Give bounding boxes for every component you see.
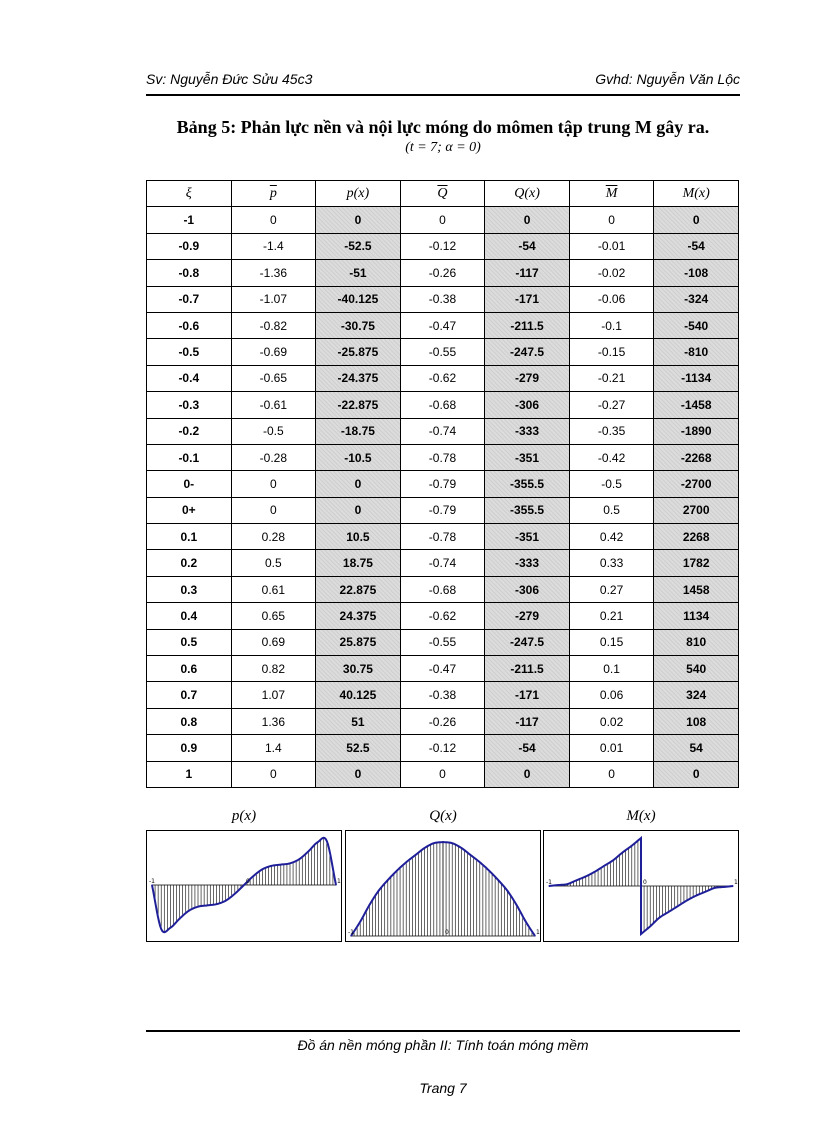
data-point <box>461 847 462 848</box>
cell-qx: -279 <box>485 365 570 391</box>
cell-qx: -306 <box>485 576 570 602</box>
cell-xi: -0.6 <box>147 312 232 338</box>
table-row <box>147 207 739 233</box>
data-point <box>442 841 443 842</box>
cell-m-bar: 0.42 <box>569 524 654 550</box>
table-row <box>147 524 739 550</box>
header-rule <box>146 94 740 96</box>
cell-qx: -355.5 <box>485 471 570 497</box>
cell-xi: 0.2 <box>147 550 232 576</box>
cell-px: 40.125 <box>316 682 401 708</box>
data-point <box>640 837 641 838</box>
cell-m-bar: 0.1 <box>569 656 654 682</box>
cell-qx: -279 <box>485 603 570 629</box>
cell-p-bar: -0.69 <box>231 339 316 365</box>
data-point <box>378 890 379 891</box>
cell-m-bar: -0.06 <box>569 286 654 312</box>
cell-px: 0 <box>316 497 401 523</box>
cell-q-bar: -0.74 <box>400 550 485 576</box>
cell-q-bar: -0.79 <box>400 497 485 523</box>
cell-m-bar: 0.01 <box>569 735 654 761</box>
cell-p-bar: 1.4 <box>231 735 316 761</box>
cell-p-bar: 0.65 <box>231 603 316 629</box>
data-point <box>188 910 189 911</box>
data-point <box>686 900 687 901</box>
cell-xi: 0.6 <box>147 656 232 682</box>
cell-q-bar: -0.78 <box>400 444 485 470</box>
cell-qx: -355.5 <box>485 497 570 523</box>
cell-px: -51 <box>316 260 401 286</box>
cell-px: 24.375 <box>316 603 401 629</box>
cell-mx: -324 <box>654 286 739 312</box>
table-body <box>147 207 739 788</box>
cell-qx: 0 <box>485 207 570 233</box>
results-table <box>146 180 739 788</box>
cell-m-bar: 0.33 <box>569 550 654 576</box>
cell-xi: -0.8 <box>147 260 232 286</box>
data-point <box>470 854 471 855</box>
cell-qx: 0 <box>485 761 570 787</box>
cell-p-bar: 0.28 <box>231 524 316 550</box>
cell-mx: 2700 <box>654 497 739 523</box>
cell-xi: 0.9 <box>147 735 232 761</box>
table-row <box>147 260 739 286</box>
table-subtitle: (t = 7; α = 0) <box>405 140 481 155</box>
tick-label: 1 <box>337 878 341 885</box>
data-point <box>234 893 235 894</box>
cell-mx: -810 <box>654 339 739 365</box>
cell-xi: -0.5 <box>147 339 232 365</box>
cell-qx: -333 <box>485 550 570 576</box>
cell-q-bar: -0.74 <box>400 418 485 444</box>
chart-px <box>146 830 342 942</box>
footer-text: Đồ án nền móng phần II: Tính toán móng mềm <box>297 1037 589 1053</box>
supervisor-name: Gvhd: Nguyễn Văn Lộc <box>595 71 740 87</box>
cell-qx: -117 <box>485 260 570 286</box>
cell-px: -10.5 <box>316 444 401 470</box>
cell-mx: -108 <box>654 260 739 286</box>
col-header-px: p(x) <box>316 181 401 207</box>
cell-q-bar: -0.68 <box>400 576 485 602</box>
data-point <box>216 904 217 905</box>
cell-mx: -1890 <box>654 418 739 444</box>
data-point <box>225 900 226 901</box>
table-row <box>147 497 739 523</box>
table-row <box>147 286 739 312</box>
table-row <box>147 444 739 470</box>
cell-p-bar: -1.4 <box>231 233 316 259</box>
cell-m-bar: 0.5 <box>569 497 654 523</box>
tick-label: 1 <box>536 929 540 936</box>
cell-m-bar: -0.42 <box>569 444 654 470</box>
table-row <box>147 312 739 338</box>
data-point <box>525 921 526 922</box>
data-point <box>659 917 660 918</box>
data-point <box>170 927 171 928</box>
tick-label: -1 <box>149 878 155 885</box>
cell-mx: -540 <box>654 312 739 338</box>
table-row <box>147 603 739 629</box>
cell-px: 18.75 <box>316 550 401 576</box>
cell-p-bar: 0 <box>231 497 316 523</box>
cell-p-bar: -1.07 <box>231 286 316 312</box>
data-point <box>253 876 254 877</box>
cell-q-bar: 0 <box>400 207 485 233</box>
data-point <box>317 842 318 843</box>
table-title: Bảng 5: Phản lực nền và nội lực móng do mômen tập trung M gây ra. <box>176 117 710 137</box>
chart-title-q: Q(x) <box>429 808 457 824</box>
cell-qx: -117 <box>485 708 570 734</box>
cell-m-bar: -0.21 <box>569 365 654 391</box>
cell-m-bar: -0.35 <box>569 418 654 444</box>
data-point <box>243 884 244 885</box>
data-point <box>207 905 208 906</box>
table-row <box>147 418 739 444</box>
data-point <box>567 883 568 884</box>
data-point <box>433 843 434 844</box>
chart-qx <box>345 830 541 942</box>
table-row <box>147 761 739 787</box>
cell-px: 0 <box>316 761 401 787</box>
chart-title-p: p(x) <box>231 808 257 824</box>
table-row <box>147 471 739 497</box>
data-point <box>640 933 641 934</box>
table-row <box>147 550 739 576</box>
data-point <box>280 864 281 865</box>
cell-m-bar: 0.06 <box>569 682 654 708</box>
chart-mx <box>543 830 739 942</box>
data-point <box>387 879 388 880</box>
cell-q-bar: -0.55 <box>400 339 485 365</box>
cell-qx: -351 <box>485 524 570 550</box>
cell-px: 25.875 <box>316 629 401 655</box>
cell-px: 51 <box>316 708 401 734</box>
col-header-xi: ξ <box>147 181 232 207</box>
cell-mx: 0 <box>654 761 739 787</box>
cell-m-bar: -0.01 <box>569 233 654 259</box>
table-row <box>147 682 739 708</box>
cell-p-bar: -0.65 <box>231 365 316 391</box>
data-point <box>723 886 724 887</box>
data-point <box>498 879 499 880</box>
cell-qx: -211.5 <box>485 312 570 338</box>
data-point <box>585 876 586 877</box>
cell-m-bar: 0.02 <box>569 708 654 734</box>
col-header-p-bar: $\overline{p}$ <box>231 181 316 207</box>
col-header-m-bar: $\overline{M}$ <box>569 181 654 207</box>
data-point <box>197 906 198 907</box>
data-point <box>406 862 407 863</box>
data-point <box>668 911 669 912</box>
col-header-qx: Q(x) <box>485 181 570 207</box>
cell-q-bar: 0 <box>400 761 485 787</box>
cell-mx: 54 <box>654 735 739 761</box>
data-point <box>308 851 309 852</box>
cell-p-bar: 0 <box>231 207 316 233</box>
tick-label: -1 <box>546 879 552 886</box>
cell-xi: -1 <box>147 207 232 233</box>
tick-label: -1 <box>348 929 354 936</box>
cell-qx: -306 <box>485 392 570 418</box>
cell-px: 0 <box>316 207 401 233</box>
page-header <box>146 71 740 93</box>
cell-qx: -247.5 <box>485 629 570 655</box>
data-point <box>604 865 605 866</box>
cell-xi: -0.1 <box>147 444 232 470</box>
cell-p-bar: 0.61 <box>231 576 316 602</box>
cell-px: -30.75 <box>316 312 401 338</box>
data-point <box>507 890 508 891</box>
cell-m-bar: -0.02 <box>569 260 654 286</box>
cell-p-bar: 1.07 <box>231 682 316 708</box>
cell-px: 22.875 <box>316 576 401 602</box>
cell-q-bar: -0.55 <box>400 629 485 655</box>
data-point <box>714 887 715 888</box>
cell-qx: -333 <box>485 418 570 444</box>
cell-m-bar: -0.15 <box>569 339 654 365</box>
cell-mx: 1782 <box>654 550 739 576</box>
cell-p-bar: -0.28 <box>231 444 316 470</box>
cell-p-bar: -1.36 <box>231 260 316 286</box>
cell-xi: 0.8 <box>147 708 232 734</box>
chart-title-m: M(x) <box>626 808 656 824</box>
cell-mx: 0 <box>654 207 739 233</box>
cell-p-bar: 0 <box>231 761 316 787</box>
cell-xi: 0.1 <box>147 524 232 550</box>
cell-q-bar: -0.47 <box>400 312 485 338</box>
tick-label: 0 <box>643 879 647 886</box>
cell-px: 0 <box>316 471 401 497</box>
cell-px: -24.375 <box>316 365 401 391</box>
cell-px: -25.875 <box>316 339 401 365</box>
cell-mx: -2700 <box>654 471 739 497</box>
cell-px: -22.875 <box>316 392 401 418</box>
cell-m-bar: -0.1 <box>569 312 654 338</box>
cell-p-bar: 0.5 <box>231 550 316 576</box>
cell-qx: -211.5 <box>485 656 570 682</box>
data-point <box>415 854 416 855</box>
cell-q-bar: -0.79 <box>400 471 485 497</box>
cell-xi: -0.4 <box>147 365 232 391</box>
student-name: Sv: Nguyễn Đức Sửu 45c3 <box>146 71 313 87</box>
cell-xi: 0- <box>147 471 232 497</box>
cell-m-bar: 0.15 <box>569 629 654 655</box>
cell-q-bar: -0.62 <box>400 365 485 391</box>
data-point <box>594 871 595 872</box>
cell-q-bar: -0.38 <box>400 286 485 312</box>
cell-mx: -1458 <box>654 392 739 418</box>
cell-p-bar: 0.69 <box>231 629 316 655</box>
data-point <box>424 847 425 848</box>
cell-qx: -171 <box>485 286 570 312</box>
cell-m-bar: -0.27 <box>569 392 654 418</box>
cell-qx: -351 <box>485 444 570 470</box>
table-row <box>147 735 739 761</box>
data-point <box>262 869 263 870</box>
cell-q-bar: -0.68 <box>400 392 485 418</box>
cell-m-bar: 0 <box>569 207 654 233</box>
data-point <box>613 859 614 860</box>
cell-xi: 0.5 <box>147 629 232 655</box>
cell-p-bar: 0.82 <box>231 656 316 682</box>
cell-q-bar: -0.78 <box>400 524 485 550</box>
col-header-mx: M(x) <box>654 181 739 207</box>
tick-label: 0 <box>445 929 449 936</box>
data-point <box>488 870 489 871</box>
table-row <box>147 339 739 365</box>
data-point <box>289 863 290 864</box>
data-point <box>576 880 577 881</box>
cell-qx: -171 <box>485 682 570 708</box>
data-point <box>396 870 397 871</box>
data-point <box>696 895 697 896</box>
cell-xi: -0.7 <box>147 286 232 312</box>
cell-qx: -247.5 <box>485 339 570 365</box>
cell-m-bar: 0.27 <box>569 576 654 602</box>
tick-label: 1 <box>734 879 738 886</box>
cell-xi: -0.2 <box>147 418 232 444</box>
cell-q-bar: -0.26 <box>400 260 485 286</box>
page-number: Trang 7 <box>419 1080 467 1096</box>
data-point <box>479 862 480 863</box>
cell-px: 10.5 <box>316 524 401 550</box>
cell-mx: -54 <box>654 233 739 259</box>
cell-mx: -2268 <box>654 444 739 470</box>
data-point <box>677 906 678 907</box>
cell-qx: -54 <box>485 735 570 761</box>
cell-mx: 810 <box>654 629 739 655</box>
cell-p-bar: 1.36 <box>231 708 316 734</box>
cell-xi: -0.9 <box>147 233 232 259</box>
table-row <box>147 365 739 391</box>
data-point <box>631 845 632 846</box>
data-point <box>299 859 300 860</box>
data-point <box>179 918 180 919</box>
cell-p-bar: -0.82 <box>231 312 316 338</box>
cell-q-bar: -0.62 <box>400 603 485 629</box>
data-point <box>360 921 361 922</box>
data-point <box>516 904 517 905</box>
data-point <box>650 926 651 927</box>
table-row <box>147 233 739 259</box>
data-point <box>558 884 559 885</box>
footer-rule <box>146 1030 740 1032</box>
tick-label: 0 <box>246 878 250 885</box>
data-point <box>705 891 706 892</box>
cell-mx: 108 <box>654 708 739 734</box>
cell-p-bar: 0 <box>231 471 316 497</box>
data-point <box>271 865 272 866</box>
table-row <box>147 708 739 734</box>
cell-px: 52.5 <box>316 735 401 761</box>
cell-mx: 2268 <box>654 524 739 550</box>
cell-m-bar: 0 <box>569 761 654 787</box>
cell-mx: 324 <box>654 682 739 708</box>
cell-px: -18.75 <box>316 418 401 444</box>
cell-px: -52.5 <box>316 233 401 259</box>
table-row <box>147 656 739 682</box>
cell-xi: 0+ <box>147 497 232 523</box>
cell-mx: -1134 <box>654 365 739 391</box>
data-point <box>326 840 327 841</box>
col-header-q-bar: $\overline{Q}$ <box>400 181 485 207</box>
cell-px: -40.125 <box>316 286 401 312</box>
cell-q-bar: -0.38 <box>400 682 485 708</box>
table-row <box>147 629 739 655</box>
table-row <box>147 576 739 602</box>
cell-q-bar: -0.12 <box>400 233 485 259</box>
cell-m-bar: -0.5 <box>569 471 654 497</box>
data-point <box>622 852 623 853</box>
cell-qx: -54 <box>485 233 570 259</box>
cell-p-bar: -0.61 <box>231 392 316 418</box>
cell-xi: 0.3 <box>147 576 232 602</box>
table-row <box>147 392 739 418</box>
data-point <box>452 843 453 844</box>
cell-q-bar: -0.12 <box>400 735 485 761</box>
cell-mx: 540 <box>654 656 739 682</box>
cell-xi: -0.3 <box>147 392 232 418</box>
cell-q-bar: -0.47 <box>400 656 485 682</box>
cell-mx: 1458 <box>654 576 739 602</box>
table-header-row <box>147 181 739 207</box>
data-point <box>369 904 370 905</box>
data-point <box>161 928 162 929</box>
cell-m-bar: 0.21 <box>569 603 654 629</box>
cell-px: 30.75 <box>316 656 401 682</box>
cell-xi: 0.4 <box>147 603 232 629</box>
cell-q-bar: -0.26 <box>400 708 485 734</box>
cell-xi: 0.7 <box>147 682 232 708</box>
cell-mx: 1134 <box>654 603 739 629</box>
cell-xi: 1 <box>147 761 232 787</box>
cell-p-bar: -0.5 <box>231 418 316 444</box>
